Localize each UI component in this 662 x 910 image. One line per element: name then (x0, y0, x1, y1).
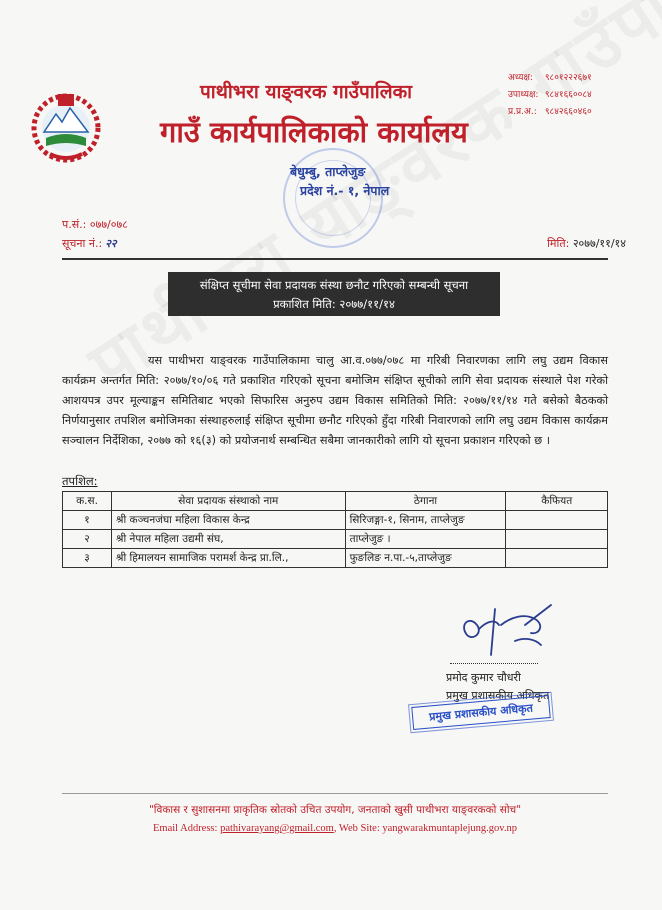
date-label: मिति: (547, 237, 570, 250)
org-name: पाथीभरा याङ्वरक गाउँपालिका (200, 81, 413, 103)
signature-line (450, 663, 538, 664)
reference-number: प.सं.: ०७७/०७८ (62, 218, 128, 231)
contact-row (508, 104, 592, 121)
email-link[interactable]: pathivarayang@gmail.com (220, 823, 334, 834)
cell-name: श्री नेपाल महिला उद्यमी संघ, (112, 530, 346, 549)
office-name: गाउँ कार्यपालिकाको कार्यालय (160, 115, 468, 149)
contact-value: ९८४१६६००८४ (544, 90, 592, 100)
contact-row (508, 70, 592, 87)
date-value: २०७७/११/१४ (572, 237, 626, 250)
issue-date (547, 236, 626, 251)
footer-divider (62, 793, 608, 794)
table-row (63, 511, 608, 530)
cell-address: ताप्लेजुङ । (345, 530, 506, 549)
website-label: , Web Site: (333, 823, 380, 834)
signer-name: प्रमोद कुमार चौधरी (446, 671, 521, 684)
notice-title-box (168, 272, 500, 316)
provider-table (62, 491, 608, 568)
cell-sn: ३ (63, 549, 112, 568)
notice-body: यस पाथीभरा याङ्वरक गाउँपालिकामा चालु आ.व.०७७/०७८ मा गरिबी निवारणका लागि लघु उद्यम विकास कार्यक्रम अन्तर्गत मिति: २०७७/१०/०६ गते प्रकाशित गरिएको सूचना बमोजिम संक्षिप्त सूचीको लागि सेवा प्रदायक संस्थाले पेश गरेको आशयपत्र उपर मूल्याङ्कन समितिबाट भएको सिफारिस अनुरुप उद्यम विकास समितिको मिति: २०७७/११/१४ गते बसेको बैठकको निर्णयानुसार तपशिल बमोजिमका संस्थाहरुलाई संक्षिप्त सूचीमा छनौट गरिएको हुँदा गरिबी निवारणको लागि लघु उद्यम विकास कार्यक्रम सञ्चालन निर्देशिका, २०७७ को १६(३) को प्रयोजनार्थ सम्बन्धित सबैमा जानकारीको लागि यो सूचना प्रकाशन गरिएको छ । (62, 354, 608, 447)
contact-row (508, 87, 592, 104)
notice-number-label: सूचना नं.: (62, 237, 103, 250)
notice-number-value: २२ (105, 237, 117, 250)
contact-value: ९८४२६६०४६० (544, 107, 592, 117)
signer-title: प्रमुख प्रशासकीय अधिकृत (446, 689, 550, 702)
nepal-emblem-icon (30, 88, 102, 166)
cell-remarks (506, 549, 608, 568)
published-date: प्रकाशित मिति: २०७७/११/१४ (273, 297, 395, 311)
website-link[interactable]: yangwarakmuntaplejung.gov.np (382, 823, 517, 834)
official-stamp: प्रमुख प्रशासकीय अधिकृत (411, 695, 550, 730)
footer-contact (62, 823, 608, 834)
contact-label: अध्यक्ष: (508, 73, 533, 83)
contact-value: ९८०१२२२६७१ (544, 73, 592, 83)
cell-remarks (506, 511, 608, 530)
col-header-remarks: कैफियत (506, 492, 608, 511)
address-line-2: प्रदेश नं.- १, नेपाल (300, 183, 390, 198)
col-header-name: सेवा प्रदायक संस्थाको नाम (112, 492, 346, 511)
handwritten-signature (455, 595, 565, 673)
address-line-1: बेधुम्बु, ताप्लेजुङ (290, 164, 366, 179)
cell-name: श्री कञ्चनजंघा महिला विकास केन्द्र (112, 511, 346, 530)
email-label: Email Address: (152, 823, 218, 834)
cell-address: फुङलिङ न.पा.-५,ताप्लेजुङ (345, 549, 506, 568)
header-divider (62, 258, 608, 260)
table-row (63, 549, 608, 568)
cell-name: श्री हिमालयन सामाजिक परामर्श केन्द्र प्रा.लि., (112, 549, 346, 568)
cell-sn: १ (63, 511, 112, 530)
cell-remarks (506, 530, 608, 549)
col-header-address: ठेगाना (345, 492, 506, 511)
contact-label: उपाध्यक्ष: (508, 90, 539, 100)
col-header-sn: क.स. (63, 492, 112, 511)
contact-numbers (508, 70, 592, 121)
cell-address: सिरिजङ्गा-१, सिनाम, ताप्लेजुङ (345, 511, 506, 530)
contact-label: प्र.प्र.अ.: (508, 107, 537, 117)
details-heading: तपशिल: (62, 474, 98, 488)
table-header-row (63, 492, 608, 511)
table-row (63, 530, 608, 549)
footer-motto: "विकास र सुशासनमा प्राकृतिक स्रोतको उचित उपयोग, जनताको खुसी पाथीभरा याङ्वरकको सोच" (148, 804, 522, 816)
notice-number (62, 236, 117, 251)
notice-title: संक्षिप्त सूचीमा सेवा प्रदायक संस्था छनौट गरिएको सम्बन्धी सूचना (199, 278, 469, 292)
cell-sn: २ (63, 530, 112, 549)
